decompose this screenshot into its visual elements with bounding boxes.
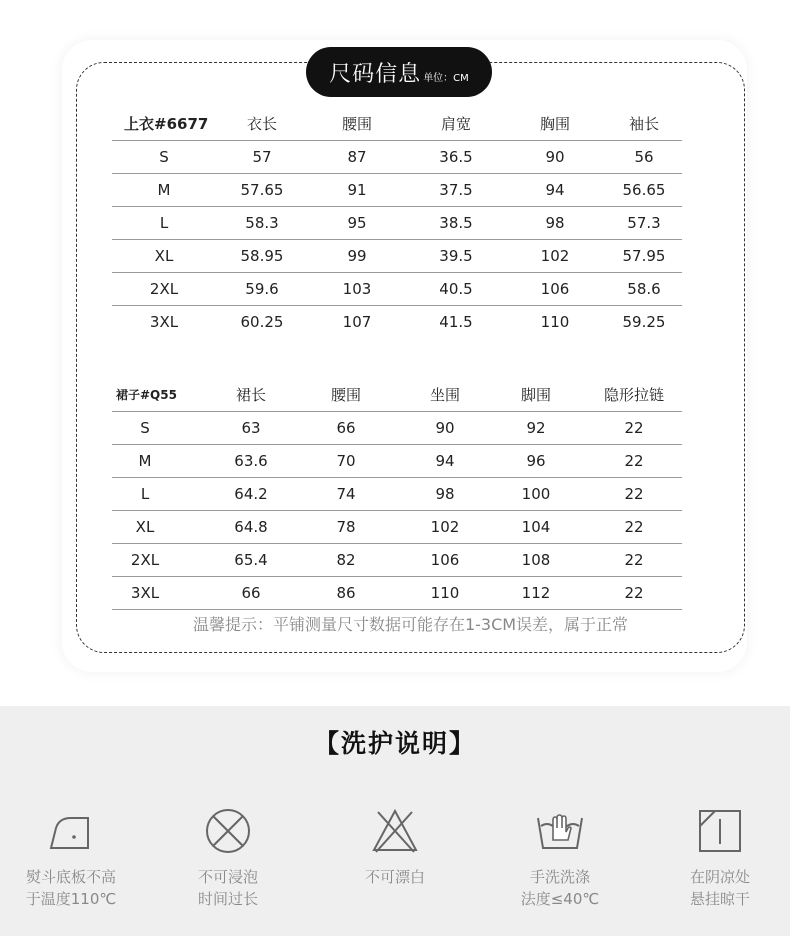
care-label: 在阴凉处 bbox=[689, 868, 750, 886]
table-cell: 22 bbox=[624, 419, 644, 437]
table-cell: 2XL bbox=[130, 551, 160, 569]
table-cell: M bbox=[138, 452, 152, 470]
no-tumble-dry-icon bbox=[203, 806, 253, 856]
table-cell: 106 bbox=[430, 551, 460, 569]
table-cell: 70 bbox=[336, 452, 356, 470]
table-row bbox=[112, 174, 682, 207]
table-cell: 92 bbox=[526, 419, 546, 437]
table-cell: 39.5 bbox=[439, 247, 473, 265]
badge-unit: 单位：CM bbox=[423, 72, 469, 84]
table-cell: 99 bbox=[347, 247, 367, 265]
header-cell: 袖长 bbox=[628, 115, 659, 133]
header-cell: 裙长 bbox=[235, 386, 266, 404]
table-cell: 91 bbox=[347, 181, 367, 199]
table-cell: XL bbox=[135, 518, 155, 536]
badge-title: 尺码信息 bbox=[329, 61, 422, 87]
table-cell: 41.5 bbox=[439, 313, 473, 331]
table-row bbox=[112, 478, 682, 511]
table-cell: L bbox=[140, 485, 150, 503]
no-bleach-icon bbox=[370, 806, 420, 856]
table-cell: 58.6 bbox=[627, 280, 661, 298]
table-cell: 78 bbox=[336, 518, 356, 536]
table-cell: 63 bbox=[241, 419, 261, 437]
table-row bbox=[112, 577, 682, 610]
table-cell: 103 bbox=[342, 280, 372, 298]
table-row bbox=[112, 207, 682, 240]
header-cell: 腰围 bbox=[341, 115, 372, 133]
table-cell: 38.5 bbox=[439, 214, 473, 232]
table-cell: 64.2 bbox=[234, 485, 268, 503]
table-cell: 56 bbox=[634, 148, 654, 166]
table-cell: 40.5 bbox=[439, 280, 473, 298]
table-cell: 57.65 bbox=[240, 181, 284, 199]
care-item-no-soak bbox=[153, 806, 303, 910]
table-cell: 59.6 bbox=[245, 280, 279, 298]
table-cell: 3XL bbox=[130, 584, 160, 602]
care-item-iron bbox=[0, 806, 146, 910]
table-row bbox=[112, 511, 682, 544]
table-cell: XL bbox=[154, 247, 174, 265]
table-cell: 106 bbox=[540, 280, 570, 298]
table-cell: 59.25 bbox=[622, 313, 666, 331]
table-cell: 95 bbox=[347, 214, 367, 232]
table-cell: L bbox=[159, 214, 169, 232]
care-item-hand-wash bbox=[485, 806, 635, 910]
care-label: 法度≤40℃ bbox=[520, 890, 600, 908]
care-label: 手洗洗涤 bbox=[529, 868, 590, 886]
table-header-row bbox=[112, 108, 682, 141]
table-row bbox=[112, 141, 682, 174]
header-cell: 隐形拉链 bbox=[603, 386, 664, 404]
table-cell: 66 bbox=[241, 584, 261, 602]
measurement-note: 温馨提示：平铺测量尺寸数据可能存在1-3CM误差，属于正常 bbox=[192, 615, 629, 634]
table-cell: S bbox=[159, 148, 169, 166]
care-label: 不可浸泡 bbox=[197, 868, 258, 886]
header-cell: 上衣#6677 bbox=[124, 115, 209, 133]
table-cell: 56.65 bbox=[622, 181, 666, 199]
table-cell: 74 bbox=[336, 485, 356, 503]
care-item-line-dry bbox=[645, 806, 790, 910]
header-cell: 肩宽 bbox=[440, 115, 471, 133]
table-cell: 82 bbox=[336, 551, 356, 569]
table-cell: 65.4 bbox=[234, 551, 268, 569]
care-label: 时间过长 bbox=[197, 890, 258, 908]
size-info-badge bbox=[306, 47, 492, 97]
care-section bbox=[0, 706, 790, 936]
table-cell: 37.5 bbox=[439, 181, 473, 199]
header-cell: 胸围 bbox=[539, 115, 570, 133]
table-cell: 63.6 bbox=[234, 452, 268, 470]
line-dry-shade-icon bbox=[695, 806, 745, 856]
table-cell: 90 bbox=[435, 419, 455, 437]
table-cell: 22 bbox=[624, 452, 644, 470]
table-cell: 98 bbox=[545, 214, 565, 232]
table-cell: M bbox=[157, 181, 171, 199]
table-cell: 110 bbox=[540, 313, 570, 331]
table-cell: 58.3 bbox=[245, 214, 279, 232]
table-cell: 22 bbox=[624, 551, 644, 569]
table-cell: 94 bbox=[545, 181, 565, 199]
table-cell: 98 bbox=[435, 485, 455, 503]
table-cell: 104 bbox=[521, 518, 551, 536]
table-cell: 2XL bbox=[149, 280, 179, 298]
care-title: 【洗护说明】 bbox=[313, 729, 476, 758]
table-cell: 87 bbox=[347, 148, 367, 166]
table-cell: 57.3 bbox=[627, 214, 661, 232]
table-row bbox=[112, 273, 682, 306]
table-cell: 110 bbox=[430, 584, 460, 602]
table-cell: 58.95 bbox=[240, 247, 284, 265]
table-cell: 57 bbox=[252, 148, 272, 166]
table-row bbox=[112, 412, 682, 445]
table-cell: 100 bbox=[521, 485, 551, 503]
header-cell: 裙子#Q55 bbox=[116, 388, 177, 402]
care-label: 熨斗底板不高 bbox=[25, 868, 116, 886]
table-cell: 90 bbox=[545, 148, 565, 166]
iron-icon bbox=[46, 806, 96, 856]
care-item-no-bleach bbox=[320, 806, 470, 888]
table-cell: 57.95 bbox=[622, 247, 666, 265]
header-cell: 脚围 bbox=[520, 386, 551, 404]
table-cell: S bbox=[140, 419, 150, 437]
table-header-row bbox=[112, 379, 682, 412]
header-cell: 腰围 bbox=[330, 386, 361, 404]
table-cell: 3XL bbox=[149, 313, 179, 331]
table-cell: 102 bbox=[540, 247, 570, 265]
table-row bbox=[112, 306, 682, 338]
hand-wash-icon bbox=[535, 806, 585, 856]
table-cell: 96 bbox=[526, 452, 546, 470]
table-cell: 60.25 bbox=[240, 313, 284, 331]
table-row bbox=[112, 445, 682, 478]
table-cell: 66 bbox=[336, 419, 356, 437]
care-label: 于温度110℃ bbox=[25, 890, 117, 908]
table-row bbox=[112, 544, 682, 577]
table-cell: 22 bbox=[624, 584, 644, 602]
table-cell: 22 bbox=[624, 518, 644, 536]
care-label: 不可漂白 bbox=[364, 868, 425, 886]
table-cell: 22 bbox=[624, 485, 644, 503]
table-cell: 36.5 bbox=[439, 148, 473, 166]
header-cell: 衣长 bbox=[246, 115, 277, 133]
table-cell: 64.8 bbox=[234, 518, 268, 536]
table-cell: 102 bbox=[430, 518, 460, 536]
table-cell: 94 bbox=[435, 452, 455, 470]
care-label: 悬挂晾干 bbox=[689, 890, 750, 908]
table-row bbox=[112, 240, 682, 273]
table-cell: 108 bbox=[521, 551, 551, 569]
header-cell: 坐围 bbox=[429, 386, 460, 404]
table-cell: 86 bbox=[336, 584, 356, 602]
table-cell: 112 bbox=[521, 584, 551, 602]
table-cell: 107 bbox=[342, 313, 372, 331]
